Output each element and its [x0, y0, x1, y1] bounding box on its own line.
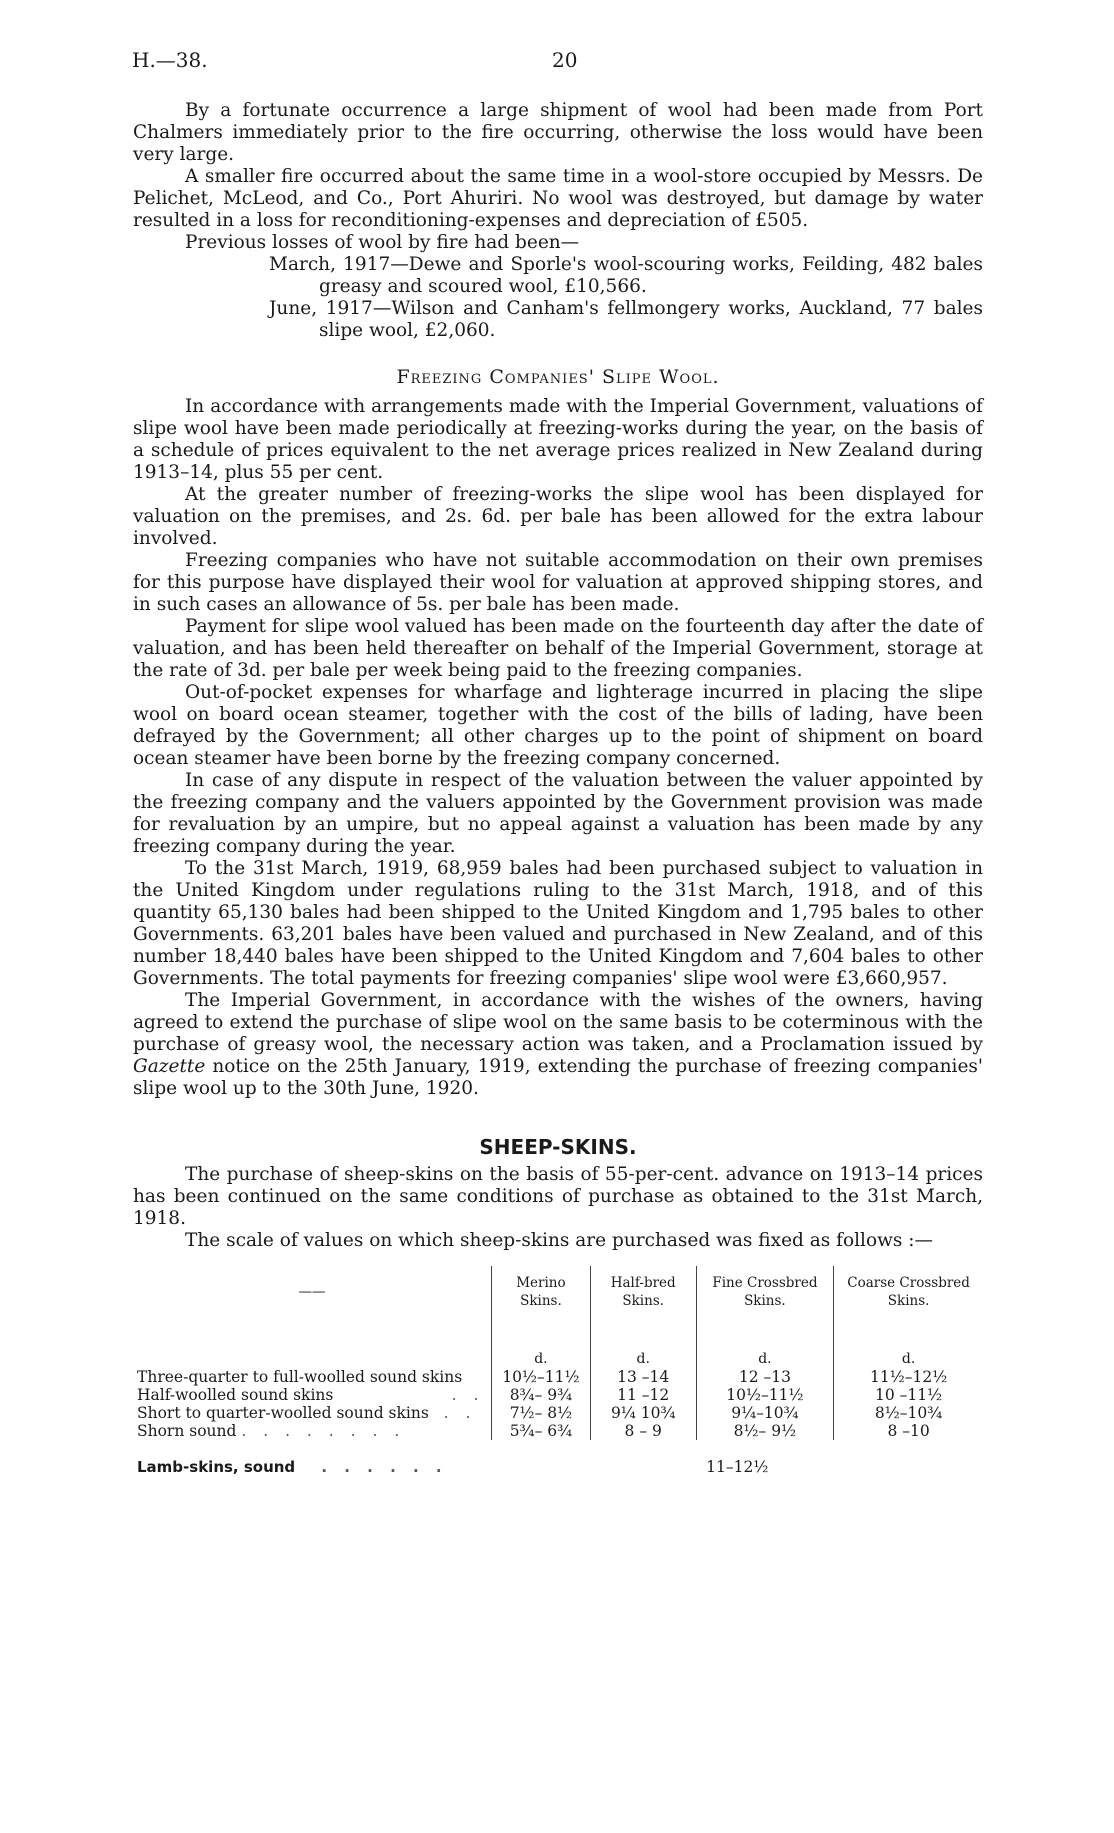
table-cell: 8½–10¾ [834, 1404, 983, 1422]
table-cell: 11 –12 [590, 1386, 696, 1404]
unit-cell: d. [590, 1328, 696, 1368]
document-reference: H.—38. [132, 48, 208, 72]
section-heading: Freezing Companies' Slipe Wool. [396, 366, 720, 388]
column-header: Coarse Crossbred Skins. [834, 1266, 983, 1328]
previous-losses-list [229, 254, 983, 342]
lamb-skins-row [133, 1440, 983, 1476]
italic-text: Gazette [133, 1056, 206, 1077]
paragraph: To the 31st March, 1919, 68,959 bales had been purchased subject to valuation in the United Kingdom under regulations ruling to the 31st March, 1918, and of this quantity 65,130 bales had been shipped to the United Kingdom and 1,795 bales to other Governments. 63,201 bales have been valued and purchased in New Zealand, and of this number 18,440 bales have been shipped to the United Kingdom and 7,604 bales to other Governments. The total payments for freezing companies' slipe wool were £3,660,957. [133, 858, 983, 989]
unit-cell: d. [696, 1328, 834, 1368]
table-row [133, 1368, 983, 1386]
table-cell: 9¼–10¾ [696, 1404, 834, 1422]
page-header [132, 48, 982, 78]
table-cell: 10½–11½ [696, 1386, 834, 1404]
row-label-cell [133, 1422, 492, 1440]
leader-dots: . . . . . . . . [241, 1422, 406, 1440]
row-label: Lamb-skins, sound [137, 1458, 296, 1476]
table-cell: 5¾– 6¾ [492, 1422, 591, 1440]
table-cell: 9¼ 10¾ [590, 1404, 696, 1422]
paragraph [133, 990, 983, 1100]
row-label: Short to quarter-woolled sound skins [137, 1404, 429, 1422]
row-label-cell [133, 1440, 492, 1476]
sheep-skins-table-wrapper [133, 1266, 983, 1476]
paragraph: Freezing companies who have not suitable accommodation on their own premises for this purpose have displayed their wool for valuation at approved shipping stores, and in such cases an allowance of 5s. per bale has been made. [133, 550, 983, 615]
column-header: Fine Crossbred Skins. [696, 1266, 834, 1328]
unit-cell: d. [834, 1328, 983, 1368]
leader-dots: . . [451, 1386, 485, 1404]
table-cell: 8 – 9 [590, 1422, 696, 1440]
leader-dots: . . [443, 1404, 477, 1422]
lamb-skins-value: 11–12½ [706, 1458, 769, 1476]
paragraph: In case of any dispute in respect of the valuation between the valuer appointed by the freezing company and the valuers appointed by the Government provision was made for revaluation by an umpire, but no appeal against a valuation has been made by any freezing company during the year. [133, 770, 983, 857]
leader-dots: . . . . . . [321, 1458, 448, 1476]
paragraph: A smaller fire occurred about the same time in a wool-store occupied by Messrs. De Pelichet, McLeod, and Co., Port Ahuriri. No wool was destroyed, but damage by water resulted in a loss for reconditioning-expenses and depreciation of £505. [133, 166, 983, 231]
page-number: 20 [552, 48, 578, 72]
row-label-cell [133, 1386, 492, 1404]
paragraph: Payment for slipe wool valued has been made on the fourteenth day after the date of valuation, and has been held thereafter on behalf of the Imperial Government, storage at the rate of 3d. per bale per week being paid to the freezing companies. [133, 616, 983, 681]
table-cell: 10½–11½ [492, 1368, 591, 1386]
column-header: Merino Skins. [492, 1266, 591, 1328]
table-cell: 10 –11½ [834, 1386, 983, 1404]
paragraph: Out-of-pocket expenses for wharfage and lighterage incurred in placing the slipe wool on board ocean steamer, together with the cost of the bills of lading, have been defrayed by the Government; all other charges up to the point of shipment on board ocean steamer have been borne by the freezing company concerned. [133, 682, 983, 769]
table-row [133, 1422, 983, 1440]
row-label: Half-woolled sound skins [137, 1386, 334, 1404]
paragraph: The purchase of sheep-skins on the basis of 55-per-cent. advance on 1913–14 prices has been continued on the same conditions of purchase as obtained to the 31st March, 1918. [133, 1164, 983, 1229]
page-body [133, 100, 983, 1476]
table-cell: 12 –13 [696, 1368, 834, 1386]
row-label: Shorn sound [137, 1422, 237, 1440]
paragraph: The scale of values on which sheep-skins are purchased was fixed as follows :— [185, 1230, 934, 1251]
table-row [133, 1404, 983, 1422]
table-cell: 13 –14 [590, 1368, 696, 1386]
list-item: March, 1917—Dewe and Sporle's wool-scouring works, Feilding, 482 bales greasy and scoured wool, £10,566. [269, 254, 983, 297]
table-cell: 8 –10 [834, 1422, 983, 1440]
list-item: June, 1917—Wilson and Canham's fellmongery works, Auckland, 77 bales slipe wool, £2,060. [269, 298, 983, 341]
table-cell: 8½– 9½ [696, 1422, 834, 1440]
column-header: Half-bred Skins. [590, 1266, 696, 1328]
table-header-row [133, 1266, 983, 1328]
text-run: The Imperial Government, in accordance with the wishes of the owners, having agreed to extend the purchase of slipe wool on the same basis to be coterminous with the purchase of greasy wool, the necessary action was taken, and a Proclamation issued by [133, 990, 983, 1055]
table-corner: —— [298, 1284, 326, 1300]
table-row [133, 1386, 983, 1404]
section-heading: SHEEP-SKINS. [479, 1135, 637, 1159]
unit-cell: d. [492, 1328, 591, 1368]
row-label: Three-quarter to full-woolled sound skins [137, 1368, 463, 1386]
units-row [133, 1328, 983, 1368]
paragraph: By a fortunate occurrence a large shipment of wool had been made from Port Chalmers immediately prior to the fire occurring, otherwise the loss would have been very large. [133, 100, 983, 165]
text-run: notice on the 25th January, 1919, extending the purchase of freezing companies' slipe wool up to the 30th June, 1920. [133, 1056, 983, 1099]
paragraph: Previous losses of wool by fire had been— [185, 232, 580, 253]
sheep-skins-table [133, 1266, 983, 1476]
row-label-cell [133, 1404, 492, 1422]
table-cell: 7½– 8½ [492, 1404, 591, 1422]
table-cell [133, 1328, 492, 1368]
table-cell: 11½–12½ [834, 1368, 983, 1386]
paragraph: At the greater number of freezing-works the slipe wool has been displayed for valuation on the premises, and 2s. 6d. per bale has been allowed for the extra labour involved. [133, 484, 983, 549]
table-cell: 8¾– 9¾ [492, 1386, 591, 1404]
paragraph: In accordance with arrangements made with the Imperial Government, valuations of slipe wool have been made periodically at freezing-works during the year, on the basis of a schedule of prices equivalent to the net average prices realized in New Zealand during 1913–14, plus 55 per cent. [133, 396, 983, 483]
